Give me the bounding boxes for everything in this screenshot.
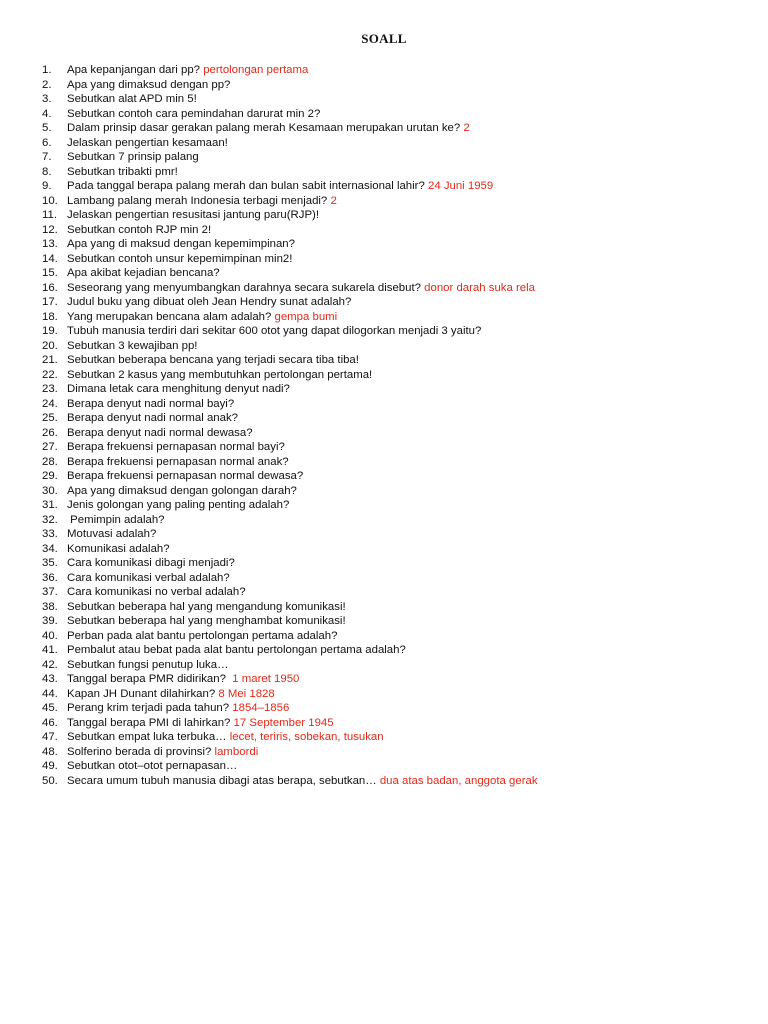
question-text: Perang krim terjadi pada tahun? — [67, 702, 230, 714]
question-text: Pemimpin adalah? — [67, 513, 165, 526]
question-body — [67, 252, 292, 267]
answer-text: 1854–1856 — [232, 702, 290, 714]
question-text: Sebutkan 7 prinsip palang — [67, 151, 199, 163]
question-list — [42, 63, 742, 788]
question-body — [67, 121, 470, 136]
question-number: 19. — [42, 325, 58, 337]
question-text: Jenis golongan yang paling penting adalah? — [67, 499, 290, 511]
question-text: Sebutkan otot–otot pernapasan… — [67, 760, 238, 772]
question-item — [42, 513, 742, 528]
question-text: Jelaskan pengertian resusitasi jantung paru(RJP)! — [67, 209, 319, 221]
question-body — [67, 179, 493, 194]
answer-text: 8 Mei 1828 — [218, 687, 275, 700]
question-text: Tanggal berapa PMI di lahirkan? — [67, 716, 231, 729]
question-number: 26. — [42, 426, 58, 439]
question-item — [42, 455, 742, 470]
question-body — [67, 658, 228, 673]
question-item — [42, 63, 742, 78]
question-text: Apa akibat kejadian bencana? — [67, 267, 220, 279]
question-text: Sebutkan 3 kewajiban pp! — [67, 339, 198, 352]
question-text: Sebutkan fungsi penutup luka… — [67, 658, 229, 671]
question-item — [42, 107, 742, 122]
question-item — [42, 498, 742, 513]
question-item — [42, 252, 742, 267]
question-item — [42, 310, 742, 325]
question-number: 46. — [42, 716, 58, 729]
question-item — [42, 527, 742, 542]
question-body — [67, 513, 165, 528]
question-text: Komunikasi adalah? — [67, 542, 170, 555]
question-text: Perban pada alat bantu pertolongan pertama adalah? — [67, 629, 338, 642]
question-number: 14. — [42, 252, 58, 265]
question-body — [67, 353, 359, 368]
question-number: 17. — [42, 296, 58, 308]
question-item — [42, 629, 742, 644]
question-number: 38. — [42, 600, 58, 613]
question-number: 43. — [42, 673, 58, 685]
question-text: Judul buku yang dibuat oleh Jean Hendry sunat adalah? — [67, 296, 352, 308]
question-text: Apa yang dimaksud dengan golongan darah? — [67, 484, 297, 497]
question-text: Kapan JH Dunant dilahirkan? — [67, 687, 216, 700]
question-number: 4. — [42, 107, 52, 120]
question-body — [67, 382, 290, 397]
question-body — [67, 237, 295, 252]
question-body — [67, 78, 230, 93]
question-item — [42, 759, 742, 774]
question-item — [42, 179, 742, 194]
question-body — [67, 136, 228, 151]
question-body — [67, 107, 320, 122]
answer-text: lambordi — [214, 745, 259, 758]
question-item — [42, 281, 742, 296]
question-body — [67, 281, 535, 296]
question-number: 25. — [42, 412, 58, 424]
question-number: 10. — [42, 194, 58, 207]
question-text: Cara komunikasi dibagi menjadi? — [67, 557, 235, 569]
question-body — [67, 701, 289, 716]
question-body — [67, 339, 197, 354]
question-text: Sebutkan beberapa hal yang mengandung komunikasi! — [67, 600, 346, 613]
question-body — [67, 92, 197, 107]
answer-text: pertolongan pertama — [203, 64, 309, 76]
question-text: Motuvasi adalah? — [67, 528, 157, 540]
question-body — [67, 498, 289, 513]
question-text: Pembalut atau bebat pada alat bantu pertolongan pertama adalah? — [67, 644, 406, 656]
question-number: 33. — [42, 528, 58, 540]
question-item — [42, 78, 742, 93]
question-number: 28. — [42, 455, 58, 468]
question-body — [67, 614, 346, 629]
question-item — [42, 600, 742, 615]
question-number: 30. — [42, 484, 58, 497]
question-body — [67, 643, 406, 658]
question-text: Berapa frekuensi pernapasan normal anak? — [67, 455, 289, 468]
question-text: Berapa denyut nadi normal dewasa? — [67, 426, 253, 439]
question-body — [67, 527, 156, 542]
question-item — [42, 672, 742, 687]
question-item — [42, 136, 742, 151]
question-text: Dimana letak cara menghitung denyut nadi? — [67, 383, 290, 395]
question-number: 20. — [42, 339, 58, 352]
question-body — [67, 542, 170, 557]
question-number: 29. — [42, 470, 58, 482]
question-body — [67, 368, 372, 383]
question-text: Berapa denyut nadi normal bayi? — [67, 397, 235, 410]
document-title: SOALL — [361, 31, 407, 46]
question-body — [67, 266, 220, 281]
question-item — [42, 701, 742, 716]
question-text: Secara umum tubuh manusia dibagi atas berapa, sebutkan… — [67, 774, 377, 787]
question-number: 44. — [42, 687, 58, 700]
question-number: 18. — [42, 310, 58, 323]
question-number: 16. — [42, 281, 58, 294]
question-item — [42, 194, 742, 209]
question-body — [67, 397, 234, 412]
question-body — [67, 571, 230, 586]
question-body — [67, 426, 253, 441]
question-item — [42, 426, 742, 441]
question-body — [67, 774, 538, 789]
question-item — [42, 150, 742, 165]
question-item — [42, 165, 742, 180]
answer-text: gempa bumi — [274, 310, 338, 323]
question-item — [42, 339, 742, 354]
question-body — [67, 484, 297, 499]
question-body — [67, 194, 337, 209]
question-item — [42, 614, 742, 629]
question-number: 3. — [42, 93, 52, 105]
question-body — [67, 411, 238, 426]
question-number: 6. — [42, 136, 52, 149]
answer-text: dua atas badan, anggota gerak — [379, 774, 538, 787]
question-item — [42, 542, 742, 557]
question-text: Apa yang di maksud dengan kepemimpinan? — [67, 238, 295, 250]
question-text: Berapa frekuensi pernapasan normal bayi? — [67, 441, 285, 453]
question-text: Solferino berada di provinsi? — [67, 745, 212, 758]
question-item — [42, 295, 742, 310]
question-number: 13. — [42, 238, 58, 250]
question-text: Sebutkan empat luka terbuka… — [67, 731, 227, 743]
question-item — [42, 121, 742, 136]
question-item — [42, 440, 742, 455]
question-item — [42, 469, 742, 484]
question-text: Sebutkan contoh cara pemindahan darurat min 2? — [67, 107, 321, 120]
question-text: Lambang palang merah Indonesia terbagi menjadi? — [67, 194, 328, 207]
question-text: Tubuh manusia terdiri dari sekitar 600 otot yang dapat dilogorkan menjadi 3 yaitu? — [67, 325, 482, 337]
question-item — [42, 223, 742, 238]
question-number: 11. — [42, 209, 57, 221]
question-number: 42. — [42, 658, 58, 671]
question-number: 12. — [42, 223, 58, 236]
question-item — [42, 411, 742, 426]
question-number: 36. — [42, 571, 58, 584]
question-item — [42, 368, 742, 383]
question-number: 47. — [42, 731, 58, 743]
question-number: 2. — [42, 78, 52, 91]
question-text: Cara komunikasi verbal adalah? — [67, 571, 230, 584]
question-body — [67, 730, 384, 745]
question-number: 27. — [42, 441, 58, 453]
question-number: 49. — [42, 760, 58, 772]
question-body — [67, 324, 481, 339]
question-item — [42, 585, 742, 600]
question-text: Sebutkan contoh RJP min 2! — [67, 223, 212, 236]
question-item — [42, 774, 742, 789]
answer-text: 2 — [330, 194, 337, 207]
question-body — [67, 687, 275, 702]
question-number: 21. — [42, 354, 58, 366]
question-number: 7. — [42, 151, 52, 163]
question-number: 40. — [42, 629, 58, 642]
answer-text: 2 — [463, 122, 470, 134]
question-body — [67, 759, 237, 774]
question-number: 32. — [42, 513, 58, 526]
answer-text: 1 maret 1950 — [232, 673, 300, 685]
question-item — [42, 92, 742, 107]
question-body — [67, 556, 235, 571]
question-body — [67, 150, 199, 165]
question-item — [42, 745, 742, 760]
answer-text: donor darah suka rela — [424, 281, 535, 294]
question-text: Berapa frekuensi pernapasan normal dewasa? — [67, 470, 304, 482]
question-text: Jelaskan pengertian kesamaan! — [67, 136, 228, 149]
question-body — [67, 629, 337, 644]
question-text: Sebutkan beberapa bencana yang terjadi secara tiba tiba! — [67, 354, 359, 366]
question-number: 41. — [42, 644, 58, 656]
question-text: Cara komunikasi no verbal adalah? — [67, 586, 246, 598]
question-body — [67, 440, 285, 455]
question-body — [67, 716, 334, 731]
question-item — [42, 716, 742, 731]
question-body — [67, 223, 211, 238]
question-item — [42, 353, 742, 368]
question-number: 34. — [42, 542, 58, 555]
question-text: Sebutkan alat APD min 5! — [67, 93, 197, 105]
question-body — [67, 455, 289, 470]
question-number: 1. — [42, 64, 52, 76]
question-item — [42, 382, 742, 397]
question-item — [42, 556, 742, 571]
question-body — [67, 165, 178, 180]
question-number: 39. — [42, 615, 58, 627]
question-number: 5. — [42, 122, 52, 134]
question-item — [42, 687, 742, 702]
question-number: 9. — [42, 180, 52, 192]
question-item — [42, 730, 742, 745]
question-number: 8. — [42, 165, 52, 178]
question-body — [67, 63, 308, 78]
question-number: 23. — [42, 383, 58, 395]
question-item — [42, 658, 742, 673]
question-body — [67, 745, 258, 760]
question-number: 15. — [42, 267, 58, 279]
question-text: Yang merupakan bencana alam adalah? — [67, 310, 272, 323]
question-item — [42, 643, 742, 658]
question-text: Dalam prinsip dasar gerakan palang merah Kesamaan merupakan urutan ke? — [67, 122, 461, 134]
question-number: 50. — [42, 774, 58, 787]
question-number: 22. — [42, 368, 58, 381]
question-item — [42, 484, 742, 499]
question-text: Sebutkan beberapa hal yang menghambat komunikasi! — [67, 615, 346, 627]
question-body — [67, 600, 346, 615]
question-body — [67, 469, 303, 484]
answer-text: lecet, teriris, sobekan, tusukan — [229, 731, 384, 743]
question-number: 35. — [42, 557, 58, 569]
question-body — [67, 585, 246, 600]
question-item — [42, 237, 742, 252]
question-number: 24. — [42, 397, 58, 410]
question-text: Tanggal berapa PMR didirikan? — [67, 673, 230, 685]
question-text: Seseorang yang menyumbangkan darahnya secara sukarela disebut? — [67, 281, 421, 294]
question-item — [42, 324, 742, 339]
question-item — [42, 397, 742, 412]
question-body — [67, 310, 337, 325]
question-number: 31. — [42, 499, 58, 511]
question-number: 45. — [42, 702, 58, 714]
question-item — [42, 208, 742, 223]
question-item — [42, 571, 742, 586]
question-text: Apa kepanjangan dari pp? — [67, 64, 201, 76]
question-text: Sebutkan tribakti pmr! — [67, 165, 178, 178]
question-text: Sebutkan 2 kasus yang membutuhkan pertolongan pertama! — [67, 368, 373, 381]
question-text: Apa yang dimaksud dengan pp? — [67, 78, 231, 91]
question-item — [42, 266, 742, 281]
question-number: 37. — [42, 586, 58, 598]
question-text: Berapa denyut nadi normal anak? — [67, 412, 238, 424]
question-body — [67, 672, 299, 687]
question-number: 48. — [42, 745, 58, 758]
question-body — [67, 208, 319, 223]
answer-text: 24 Juni 1959 — [427, 180, 494, 192]
answer-text: 17 September 1945 — [233, 716, 334, 729]
question-text: Pada tanggal berapa palang merah dan bulan sabit internasional lahir? — [67, 180, 425, 192]
question-text: Sebutkan contoh unsur kepemimpinan min2! — [67, 252, 293, 265]
question-body — [67, 295, 351, 310]
